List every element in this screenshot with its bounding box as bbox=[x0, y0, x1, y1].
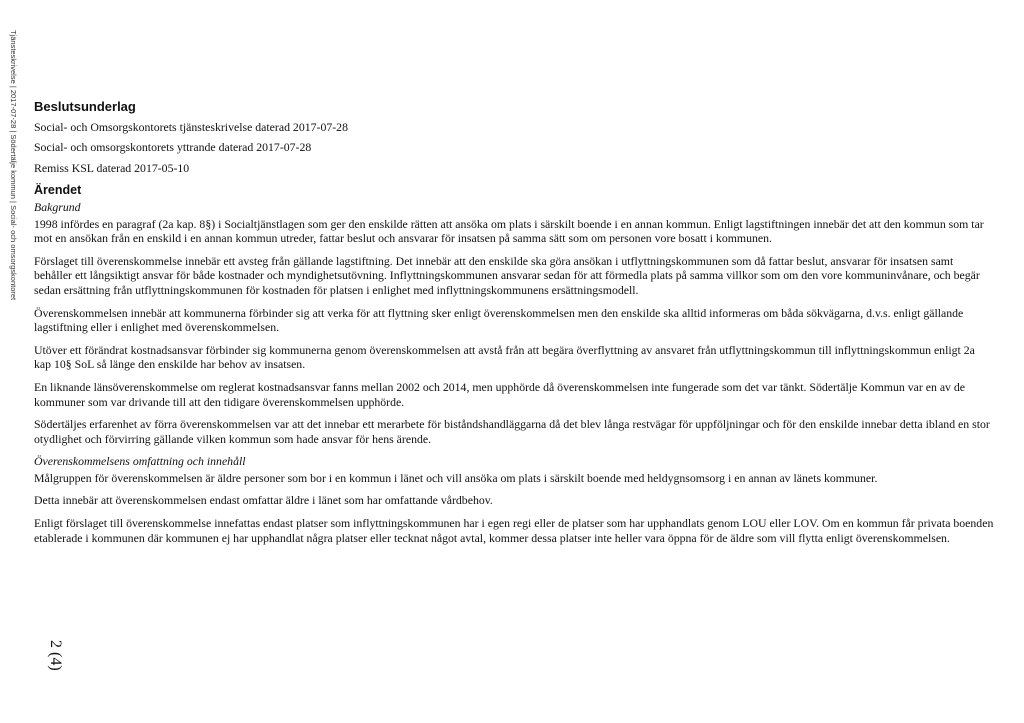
document-body bbox=[34, 100, 994, 710]
beslutsunderlag-line-2: Social- och omsorgskontorets yttrande daterad 2017-07-28 bbox=[34, 140, 312, 155]
heading-beslutsunderlag: Beslutsunderlag bbox=[34, 99, 136, 114]
paragraph: Utöver ett förändrat kostnadsansvar förbinder sig kommunerna genom överenskommelsen att avstå från att begära överflyttning av ansvaret från utflyttningskommun till inflyttningskommun enligt 2a kap 10§ SoL så länge den enskilde har behov av insatsen. bbox=[34, 342, 975, 372]
paragraph: Södertäljes erfarenhet av förra överenskommelsen var att det innebar ett merarbete för biståndshandläggarna då det blev långa restvägar för uppföljningar och för den enskilde innebar detta ibland en stor otydlighet och förvirring gällande vilken kommun som hade ansvar för hens ärende. bbox=[34, 417, 990, 446]
paragraph: Överenskommelsen innebär att kommunerna förbinder sig att verka för att flyttning sker enligt överenskommelsen men den enskilde ska alltid informeras om båda sökvägarna, d.v.s. enligt gällande lagstiftning eller i enlighet med överenskommelsen. bbox=[34, 305, 964, 335]
beslutsunderlag-line-3: Remiss KSL daterad 2017-05-10 bbox=[34, 160, 190, 175]
paragraph: Enligt förslaget till överenskommelse innefattas endast platser som inflyttningskommunen har i egen regi eller de platser som har upphandlats genom LOU eller LOV. Om en kommun får privata boenden etablerade i kommunen där kommunen ej har upphandlat några platser eller tecknat något avtal, kommer dessa platser inte heller vara öppna för de äldre som vill flytta enligt överenskommelsen. bbox=[34, 516, 994, 545]
subheading-bakgrund: Bakgrund bbox=[34, 199, 81, 214]
beslutsunderlag-line-1: Social- och Omsorgskontorets tjänsteskrivelse daterad 2017-07-28 bbox=[34, 119, 348, 134]
page-number: 2 (4) bbox=[47, 640, 64, 671]
paragraph: Förslaget till överenskommelse innebär ett avsteg från gällande lagstiftning. Det innebär att den enskilde ska göra ansökan i utflyttningskommunen som då fattar beslut, ansvarar för insatsen samt behåller ett långsiktigt ansvar för både kostnader och myndighetsutövning. Inflyttningskommunen ansvarar sedan för att förmedla plats på samma villkor som om den vore kommuninvånare, och begär sedan ersättning från utflyttningskommunen för kostnaden för platsen i enlighet med inflyttningskommunens ersättningsmodell. bbox=[34, 253, 980, 297]
paragraph: 1998 infördes en paragraf (2a kap. 8§) i Socialtjänstlagen som ger den enskilde rätten att ansöka om plats i särskilt boende i en annan kommun. Enligt lagstiftningen innebär det att den kommun som tar mot en ansökan från en enskild i en annan kommun utreder, fattar beslut och ansvarar för insatsen på samma sätt som om personen vore bosatt i kommunen. bbox=[34, 216, 984, 246]
subheading-omfattning: Överenskommelsens omfattning och innehåll bbox=[34, 454, 246, 469]
paragraph: Målgruppen för överenskommelsen är äldre personer som bor i en kommun i länet och vill ansöka om plats i särskilt boende med heldygnsomsorg i en annan av länets kommuner. bbox=[34, 470, 878, 485]
heading-arendet: Ärendet bbox=[34, 183, 82, 198]
running-header: Tjänsteskrivelse | 2017-07-28 | Södertälje kommun | Social- och omsorgskontoret bbox=[9, 30, 18, 301]
paragraph: Detta innebär att överenskommelsen endast omfattar äldre i länet som har omfattande vårdbehov. bbox=[34, 493, 493, 508]
paragraph: En liknande länsöverenskommelse om reglerat kostnadsansvar fanns mellan 2002 och 2014, men upphörde då överenskommelsen inte fungerade som det var tänkt. Södertälje Kommun var en av de kommuner som var drivande till att den tidigare överenskommelsen upphörde. bbox=[34, 379, 966, 409]
